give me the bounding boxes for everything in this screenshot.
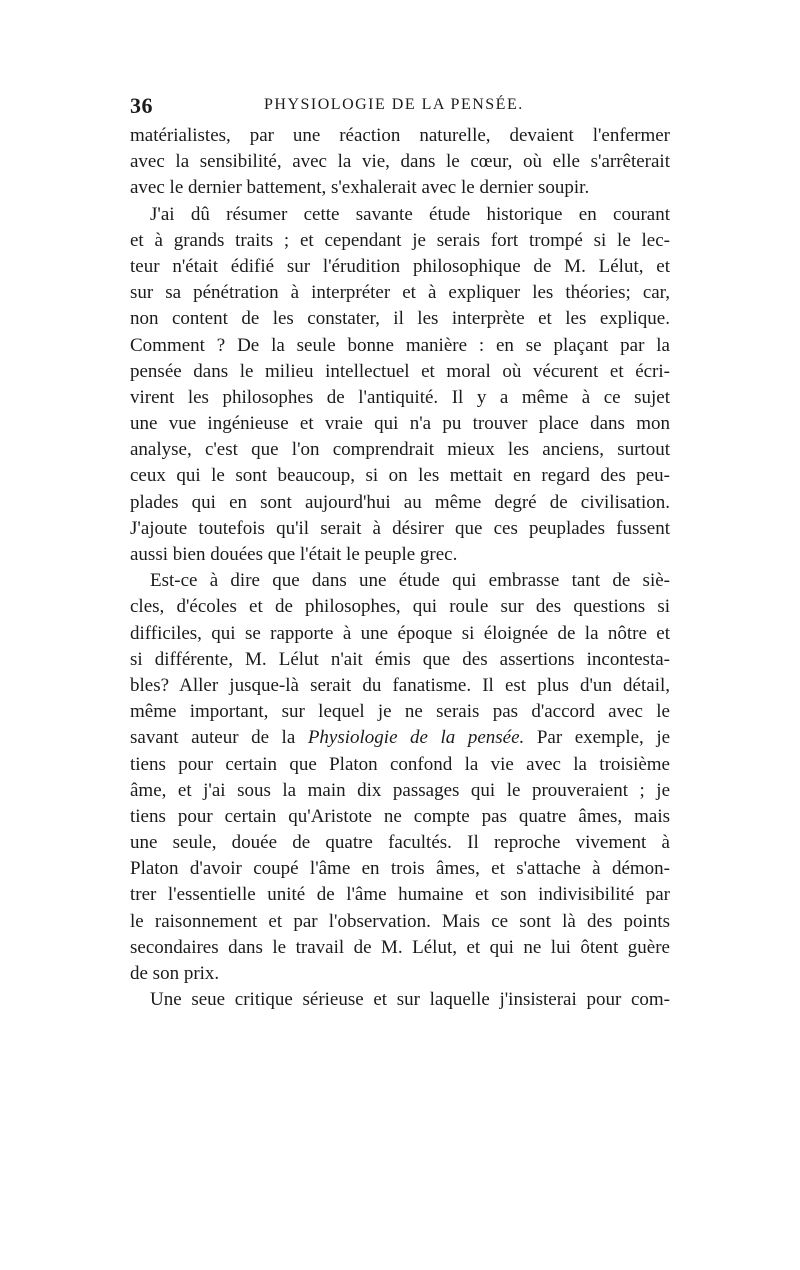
body-text (130, 123, 670, 1013)
text-segment: Par exemple, je (536, 727, 670, 749)
text-line: bles? Aller jusque-là serait du fanatisme. Il est plus d'un détail, (130, 674, 670, 696)
text-line: virent les philosophes de l'antiquité. Il y a même à ce sujet (130, 386, 670, 408)
text-line: trer l'essentielle unité de l'âme humaine et son indivisibilité par (130, 884, 670, 906)
text-line: J'ai dû résumer cette savante étude historique en courant (150, 203, 670, 225)
text-line: difficiles, qui se rapporte à une époque si éloignée de la nôtre et (130, 622, 670, 644)
text-line: si différente, M. Lélut n'ait émis que des assertions incontesta- (130, 648, 670, 670)
running-head: PHYSIOLOGIE DE LA PENSÉE. (264, 96, 524, 113)
text-line: même important, sur lequel je ne serais pas d'accord avec le (130, 701, 670, 723)
text-line: secondaires dans le travail de M. Lélut, et qui ne lui ôtent guère (130, 936, 670, 958)
text-line: avec la sensibilité, avec la vie, dans le cœur, où elle s'arrêterait (130, 151, 670, 173)
text-line: sur sa pénétration à interpréter et à expliquer les théories; car, (130, 282, 670, 304)
text-line: le raisonnement et par l'observation. Mais ce sont là des points (130, 910, 670, 932)
text-line: pensée dans le milieu intellectuel et moral où vécurent et écri- (130, 360, 670, 382)
text-line: Est-ce à dire que dans une étude qui embrasse tant de siè- (150, 570, 670, 592)
book-title-italic: Physiologie de la pensée. (307, 727, 525, 749)
text-line: cles, d'écoles et de philosophes, qui roule sur des questions si (130, 596, 670, 618)
text-line: tiens pour certain qu'Aristote ne compte pas quatre âmes, mais (130, 805, 670, 827)
text-line: Comment ? De la seule bonne manière : en se plaçant par la (130, 334, 670, 356)
text-line: tiens pour certain que Platon confond la vie avec la troisième (130, 753, 670, 775)
text-line: avec le dernier battement, s'exhalerait avec le dernier soupir. (130, 177, 590, 199)
text-line: J'ajoute toutefois qu'il serait à désirer que ces peuplades fussent (130, 517, 670, 539)
text-segment: savant auteur de la (130, 727, 296, 749)
text-line: ceux qui le sont beaucoup, si on les mettait en regard des peu- (130, 465, 670, 487)
text-line: matérialistes, par une réaction naturelle, devaient l'enfermer (130, 125, 670, 146)
text-line: une seule, douée de quatre facultés. Il reproche vivement à (130, 832, 670, 854)
text-line: et à grands traits ; et cependant je serais fort trompé si le lec- (130, 229, 670, 251)
text-line: aussi bien douées que l'était le peuple grec. (130, 544, 458, 565)
text-line: plades qui en sont aujourd'hui au même degré de civilisation. (130, 491, 670, 513)
text-line: Une seue critique sérieuse et sur laquelle j'insisterai pour com- (150, 989, 670, 1011)
text-line-with-title (130, 725, 670, 751)
page-header (0, 0, 800, 120)
text-line: teur n'était édifié sur l'érudition philosophique de M. Lélut, et (130, 255, 670, 277)
text-line: âme, et j'ai sous la main dix passages qui le prouveraient ; je (130, 779, 670, 801)
text-line: analyse, c'est que l'on comprendrait mieux les anciens, surtout (130, 439, 670, 461)
text-line: Platon d'avoir coupé l'âme en trois âmes, et s'attache à démon- (130, 858, 670, 880)
text-line: non content de les constater, il les interprète et les explique. (130, 308, 670, 330)
text-line: de son prix. (130, 963, 220, 984)
page-number: 36 (130, 93, 153, 118)
text-line: une vue ingénieuse et vraie qui n'a pu trouver place dans mon (130, 413, 670, 435)
